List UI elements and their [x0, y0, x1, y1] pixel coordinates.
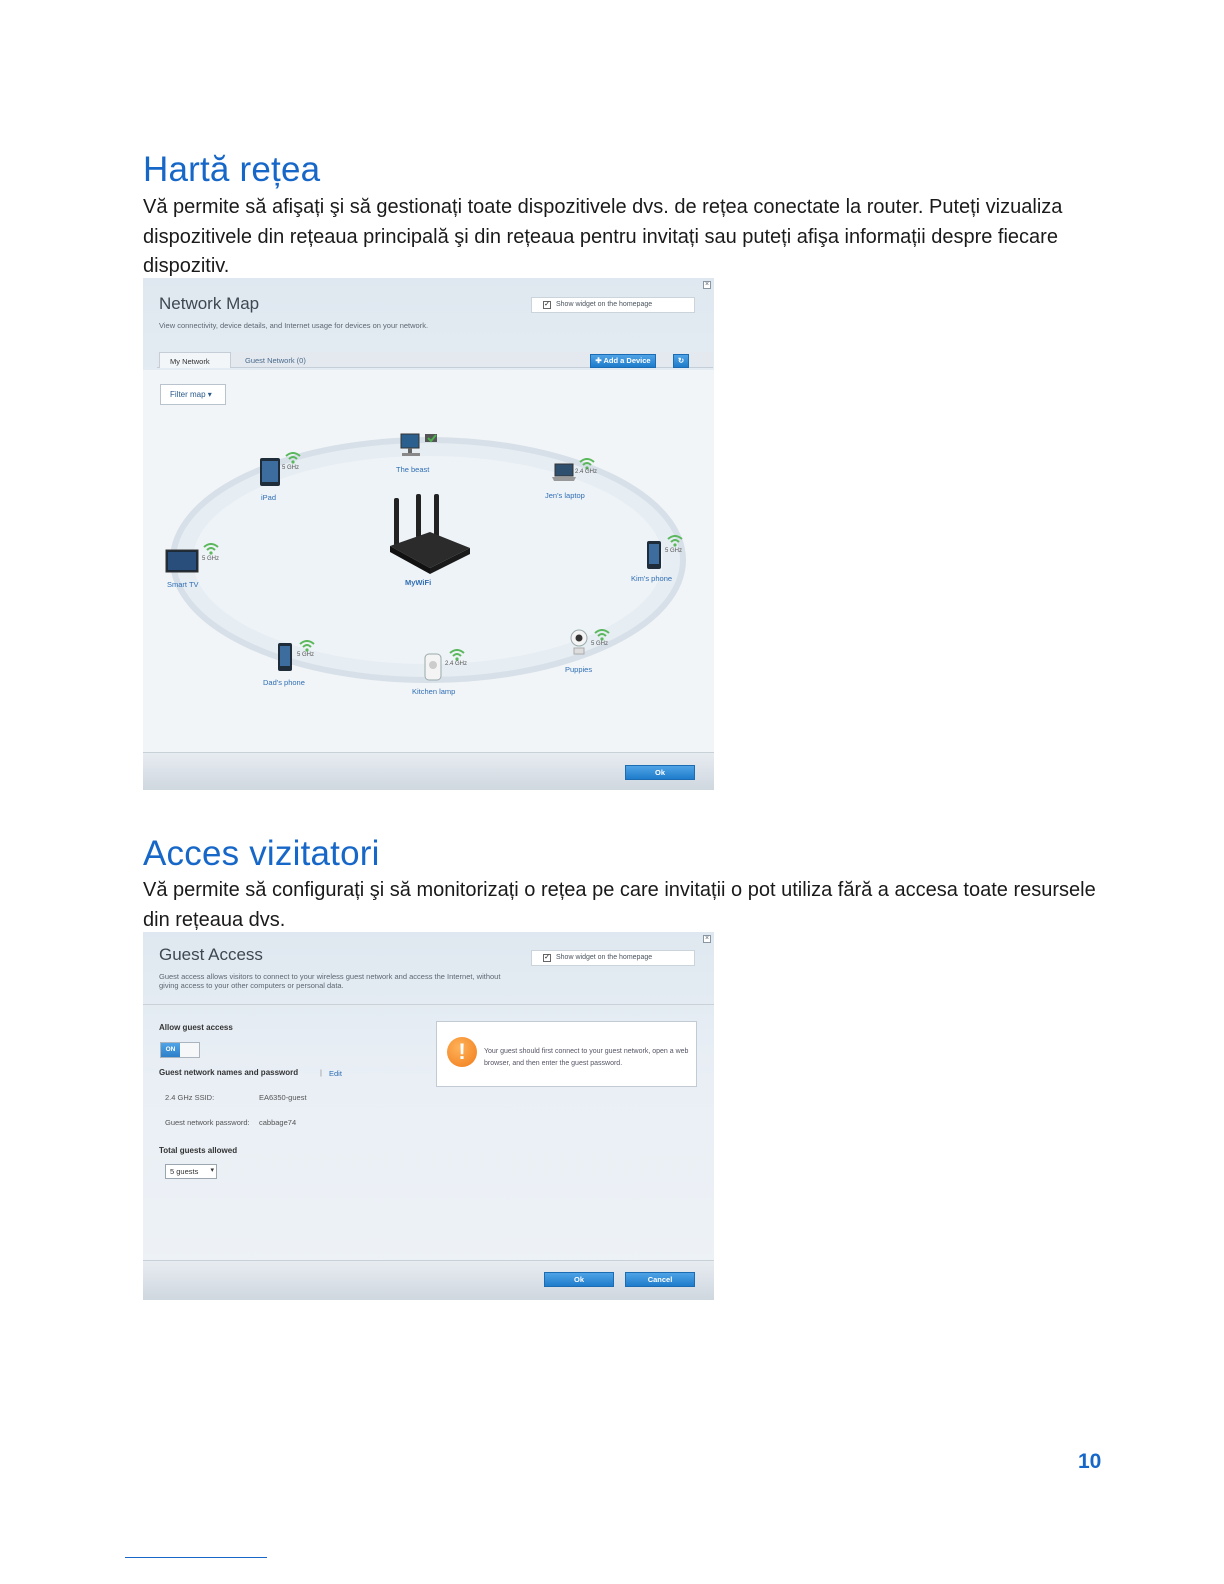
frequency-label-kitchen-lamp: 2.4 GHz — [445, 661, 468, 667]
guest-network-names-label: Guest network names and password — [159, 1068, 299, 1077]
guest-access-toggle[interactable] — [160, 1042, 200, 1058]
show-widget-label: Show widget on the homepage — [556, 301, 653, 308]
caret-down-icon: ▾ — [210, 1167, 214, 1174]
checkbox-check-icon: ✓ — [544, 301, 550, 308]
smart-plug-icon — [423, 652, 443, 682]
device-label-jens-laptop[interactable]: Jen's laptop — [545, 491, 585, 500]
network-map-subtitle: View connectivity, device details, and Internet usage for devices on your network. — [159, 321, 429, 330]
frequency-label-ipad: 5 GHz — [282, 465, 300, 471]
wifi-signal-icon — [594, 629, 610, 641]
add-device-label: Add a Device — [603, 356, 651, 365]
total-guests-value: 5 guests — [170, 1167, 199, 1176]
phone-icon — [277, 642, 293, 672]
network-map-title: Network Map — [159, 294, 260, 313]
device-label-kitchen-lamp[interactable]: Kitchen lamp — [412, 687, 456, 696]
ssid-value: EA6350-guest — [259, 1093, 307, 1102]
television-icon — [165, 548, 199, 576]
ssid-label: 2.4 GHz SSID: — [165, 1093, 215, 1102]
frequency-label-dads-phone: 5 GHz — [297, 652, 315, 658]
show-widget-checkbox[interactable] — [531, 297, 695, 313]
frequency-label-jens-laptop: 2.4 GHz — [575, 469, 598, 475]
page-number: 10 — [1078, 1450, 1102, 1473]
desktop-computer-icon — [399, 432, 441, 460]
guest-access-subtitle: Guest access allows visitors to connect to your wireless guest network and access the Internet, without giving access to your other computers or personal data. — [159, 972, 501, 990]
phone-icon — [646, 540, 662, 570]
toggle-on-label: ON — [161, 1043, 180, 1057]
device-puppies[interactable] — [569, 628, 589, 663]
guest-info-box — [436, 1021, 697, 1087]
device-label-puppies[interactable]: Puppies — [565, 665, 593, 674]
show-widget-checkbox[interactable] — [531, 950, 695, 966]
cancel-button[interactable]: Cancel — [625, 1272, 695, 1287]
password-label: Guest network password: — [165, 1118, 250, 1127]
router-label[interactable]: MyWiFi — [405, 578, 432, 587]
device-label-dads-phone[interactable]: Dad's phone — [263, 678, 305, 687]
warning-icon: ! — [447, 1037, 477, 1067]
close-icon[interactable]: × — [704, 281, 710, 288]
wifi-signal-icon — [203, 543, 219, 555]
wifi-signal-icon — [667, 535, 683, 547]
plus-icon: ✚ — [595, 356, 604, 365]
edit-link[interactable]: Edit — [329, 1069, 342, 1078]
total-guests-label: Total guests allowed — [159, 1146, 238, 1155]
ok-button[interactable]: Ok — [625, 765, 695, 780]
camera-icon — [569, 628, 589, 658]
section-title-network-map: Hartă rețea — [143, 150, 321, 189]
section-description-network-map: Vă permite să afişați şi să gestionați toate dispozitivele dvs. de rețea conectate la router. Puteți vizualiza dispozitivele din rețeaua principală şi din rețeaua pentru invitați sau puteți afişa informații despre fiecare dispozitiv. — [143, 196, 1063, 277]
caret-down-icon: ▾ — [207, 390, 212, 399]
close-icon[interactable]: × — [704, 935, 710, 942]
device-dads-phone[interactable] — [277, 642, 293, 677]
device-smart-tv[interactable] — [165, 548, 199, 581]
separator: | — [320, 1068, 322, 1077]
device-label-the-beast[interactable]: The beast — [396, 465, 430, 474]
ok-button[interactable]: Ok — [544, 1272, 614, 1287]
guest-info-text: Your guest should first connect to your guest network, open a web browser, and then enter the guest password. — [484, 1048, 689, 1067]
section-description-guest-access: Vă permite să configurați şi să monitorizați o rețea pe care invitații o pot utiliza fără a accesa toate resursele din rețeaua dvs. — [143, 879, 1096, 931]
checkbox-check-icon: ✓ — [544, 954, 550, 961]
device-ipad[interactable] — [259, 456, 283, 493]
total-guests-select[interactable] — [165, 1164, 217, 1179]
tab-guest-network[interactable]: Guest Network (0) — [245, 356, 306, 365]
device-kims-phone[interactable] — [646, 540, 662, 575]
filter-map-dropdown[interactable] — [160, 384, 226, 405]
filter-map-label: Filter map — [170, 390, 206, 399]
laptop-icon — [551, 462, 577, 482]
tab-my-network[interactable]: My Network — [159, 352, 231, 368]
refresh-icon[interactable]: ↻ — [673, 354, 689, 368]
password-value: cabbage74 — [259, 1118, 297, 1127]
device-label-smart-tv[interactable]: Smart TV — [167, 580, 199, 589]
show-widget-label: Show widget on the homepage — [556, 954, 653, 961]
footnote-divider — [125, 1557, 267, 1558]
device-label-ipad[interactable]: iPad — [261, 493, 277, 502]
section-title-guest-access: Acces vizitatori — [143, 834, 380, 873]
tablet-icon — [259, 456, 283, 488]
wifi-signal-icon — [285, 452, 301, 464]
frequency-label-smart-tv: 5 GHz — [202, 556, 220, 562]
frequency-label-puppies: 5 GHz — [591, 641, 609, 647]
device-kitchen-lamp[interactable] — [423, 652, 443, 687]
frequency-label-kims-phone: 5 GHz — [665, 548, 683, 554]
network-map-screenshot — [143, 278, 714, 790]
device-jens-laptop[interactable] — [551, 462, 577, 487]
wifi-signal-icon — [299, 640, 315, 652]
divider — [143, 1004, 714, 1005]
router-icon — [386, 492, 472, 574]
device-label-kims-phone[interactable]: Kim's phone — [631, 574, 673, 583]
guest-access-screenshot — [143, 932, 714, 1300]
allow-guest-access-label: Allow guest access — [159, 1023, 233, 1032]
device-the-beast[interactable] — [399, 432, 441, 465]
wifi-signal-icon — [449, 649, 465, 661]
add-device-button[interactable] — [590, 354, 656, 368]
guest-access-title: Guest Access — [159, 945, 263, 964]
